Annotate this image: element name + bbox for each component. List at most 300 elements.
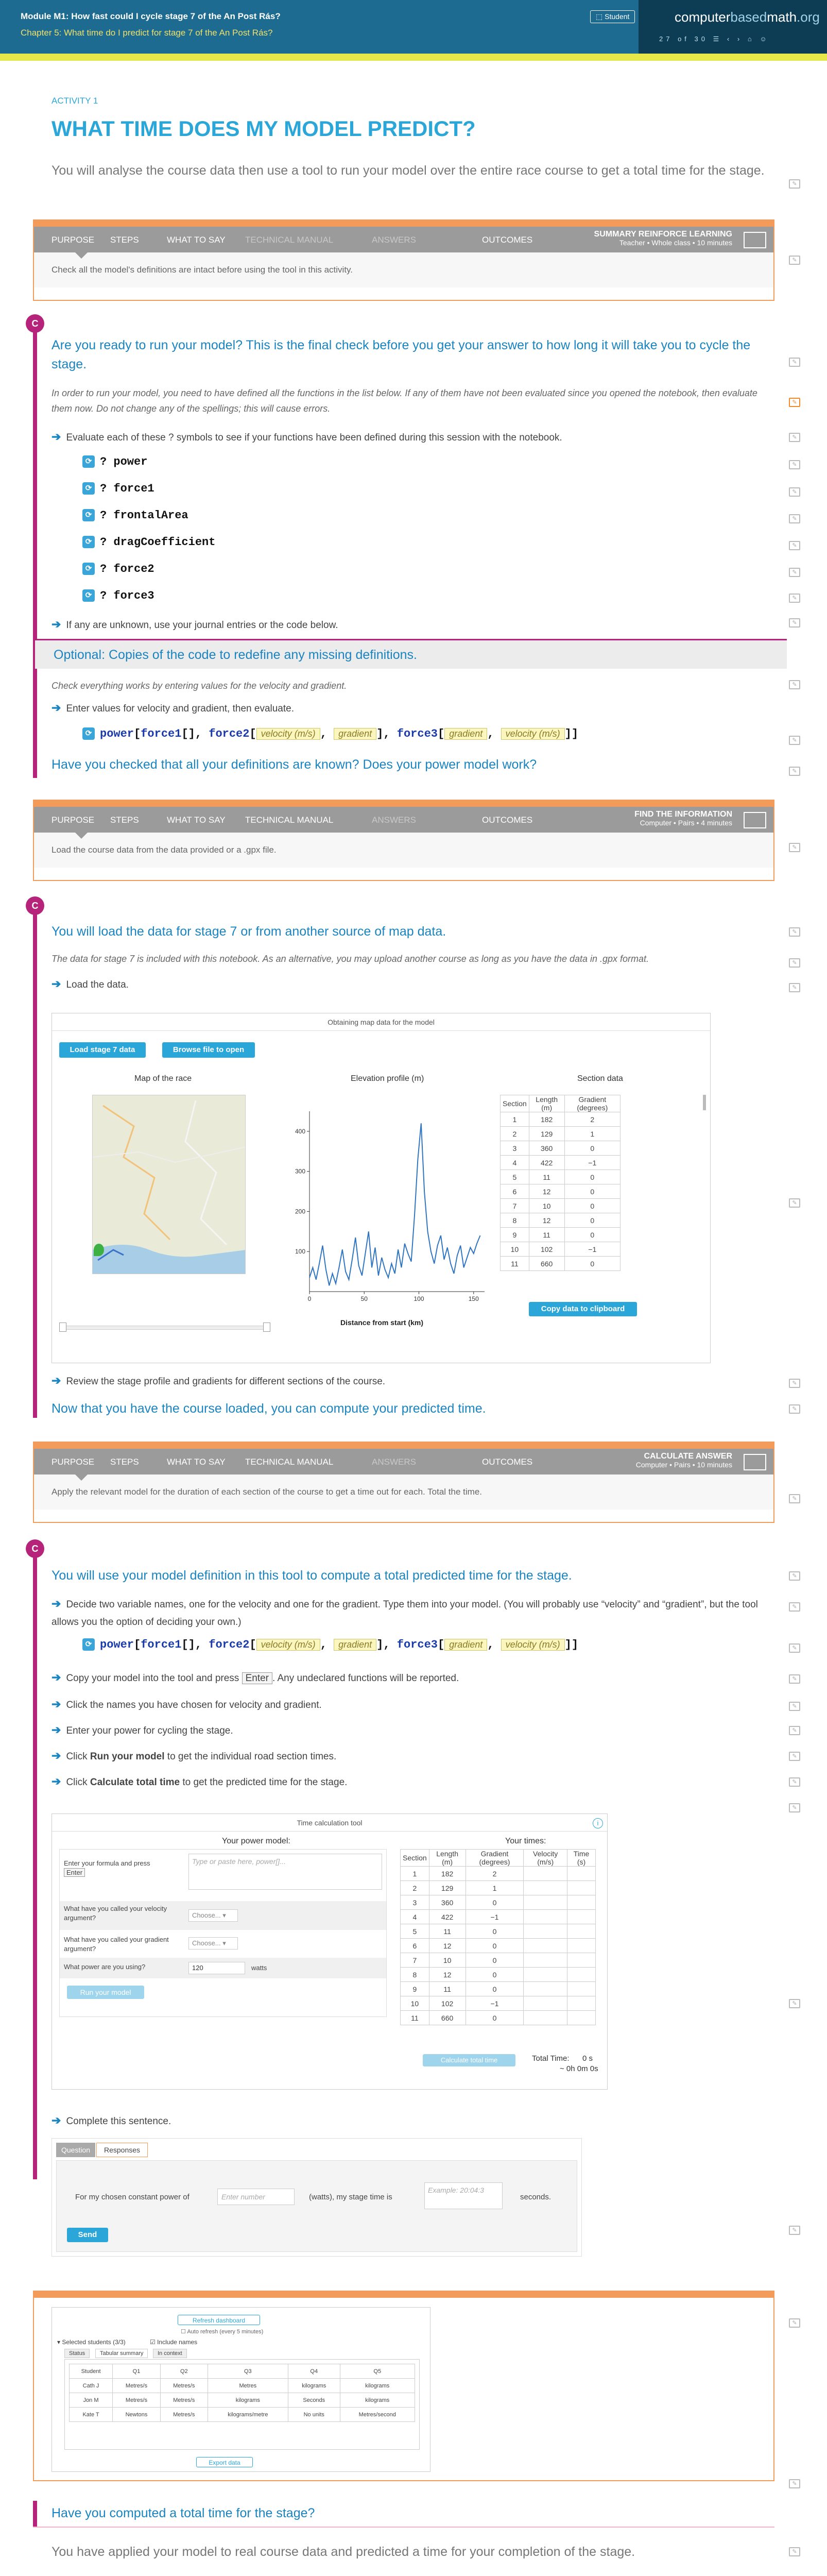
note-sub: Computer • Pairs • 4 minutes — [640, 819, 732, 827]
check-code: ? dragCoefficient — [100, 536, 216, 549]
table-cell — [524, 2011, 567, 2025]
edit-icon[interactable]: ✎ — [789, 514, 800, 523]
table-cell: No units — [288, 2408, 340, 2422]
site-logo[interactable] — [675, 9, 820, 25]
gradient-select[interactable] — [188, 1937, 238, 1950]
table-cell: 2 — [401, 1881, 429, 1895]
sentence-part-1: For my chosen constant power of — [75, 2193, 189, 2201]
step-text: Complete this sentence. — [66, 2116, 171, 2127]
panel-description: Apply the relevant model for the duration of each section of the course to get a time out for each. Total the time. — [34, 1475, 773, 1510]
map-slider[interactable] — [59, 1326, 270, 1330]
code-force2: force2 — [209, 727, 250, 740]
section-question: Are you ready to run your model? This is the final check before you get your answer to how long it will take you to cycle the stage. — [51, 338, 751, 371]
table-cell: 0 — [564, 1141, 620, 1156]
check-cell[interactable] — [82, 589, 154, 602]
section-table — [500, 1095, 621, 1271]
person-icon: ⬚ — [596, 12, 605, 21]
table-cell: 182 — [429, 1867, 466, 1881]
check-cell[interactable] — [82, 509, 188, 522]
check-code: ? force3 — [100, 589, 154, 602]
edit-icon[interactable]: ✎ — [789, 1602, 800, 1612]
watts-label: watts — [251, 1964, 267, 1972]
tab-technical-manual[interactable]: TECHNICAL MANUAL — [245, 1457, 334, 1467]
edit-icon[interactable]: ✎ — [789, 1752, 800, 1761]
cell-icon: ⟳ — [82, 509, 95, 521]
step-bold: Calculate total time — [90, 1777, 180, 1788]
table-cell — [524, 1910, 567, 1924]
arrow-icon: ➔ — [51, 701, 61, 714]
table-cell — [524, 1982, 567, 1996]
table-cell: 2 — [466, 1867, 524, 1881]
y-tick-label: 300 — [295, 1167, 305, 1175]
table-cell — [567, 1996, 595, 2011]
map-svg — [93, 1095, 246, 1274]
tab-answers[interactable]: ANSWERS — [372, 1457, 416, 1467]
panel-note — [636, 1452, 732, 1469]
gradient-placeholder[interactable]: gradient — [444, 728, 487, 740]
step — [51, 1748, 772, 1765]
slider-handle-start[interactable] — [59, 1323, 66, 1332]
tab-outcomes[interactable]: OUTCOMES — [482, 235, 533, 245]
edit-icon-active[interactable]: ✎ — [789, 398, 800, 407]
edit-icon[interactable]: ✎ — [789, 487, 800, 497]
student-button-label: Student — [605, 12, 630, 21]
gradient-placeholder[interactable]: gradient — [334, 728, 376, 740]
table-cell: Metres/s — [113, 2379, 161, 2393]
calculate-total-button[interactable]: Calculate total time — [423, 2054, 515, 2066]
table-cell — [567, 1910, 595, 1924]
time-calculation-tool — [51, 1814, 608, 2090]
cell-icon: ⟳ — [82, 455, 95, 468]
table-cell: 660 — [429, 2011, 466, 2025]
table-cell — [567, 1867, 595, 1881]
table-cell: 129 — [529, 1127, 564, 1141]
cell-icon: ⟳ — [82, 1638, 95, 1651]
check-code: ? power — [100, 455, 148, 468]
velocity-placeholder[interactable]: velocity (m/s) — [501, 1639, 565, 1651]
next-icon[interactable]: › — [737, 35, 743, 43]
table-cell: 2 — [564, 1112, 620, 1127]
table-cell — [524, 1895, 567, 1910]
module-title: Module M1: How fast could I cycle stage 7 of the An Post Rás? — [21, 11, 281, 21]
table-row — [401, 1968, 596, 1982]
table-cell: 0 — [564, 1213, 620, 1228]
edit-icon[interactable]: ✎ — [789, 1726, 800, 1735]
student-button[interactable] — [590, 10, 635, 23]
cell-icon: ⟳ — [82, 482, 95, 495]
edit-icon[interactable]: ✎ — [789, 2226, 800, 2235]
sentence-part-2: (watts), my stage time is — [309, 2193, 392, 2201]
table-cell: 8 — [501, 1213, 529, 1228]
brand-area — [639, 0, 827, 54]
tab-steps[interactable]: STEPS — [110, 815, 139, 825]
selected-students-toggle[interactable]: ▾ Selected students (3/3) — [57, 2338, 126, 2346]
info-icon[interactable]: i — [593, 1818, 603, 1828]
table-cell: 2 — [501, 1127, 529, 1141]
table-cell — [567, 1953, 595, 1968]
edit-icon[interactable]: ✎ — [789, 1674, 800, 1684]
tab-outcomes[interactable]: OUTCOMES — [482, 815, 533, 825]
table-row — [501, 1184, 621, 1199]
table-cell: 11 — [429, 1982, 466, 1996]
table-cell: 102 — [529, 1242, 564, 1257]
y-tick-label: 200 — [295, 1208, 305, 1215]
table-cell: 12 — [429, 1968, 466, 1982]
col-student: Student — [70, 2364, 113, 2379]
send-button[interactable]: Send — [67, 2228, 108, 2242]
panel-tabs — [34, 807, 773, 833]
closing-bar — [33, 2501, 37, 2527]
col-q4: Q4 — [288, 2364, 340, 2379]
edit-icon[interactable]: ✎ — [789, 2318, 800, 2328]
tab-tabular-summary[interactable]: Tabular summary — [95, 2349, 148, 2358]
arrow-icon: ➔ — [51, 1597, 61, 1610]
edit-icon[interactable]: ✎ — [789, 179, 800, 189]
edit-icon[interactable]: ✎ — [789, 460, 800, 469]
table-cell: 3 — [501, 1141, 529, 1156]
cell-icon: ⟳ — [82, 727, 95, 740]
start-marker-icon — [94, 1244, 104, 1256]
arrow-icon: ➔ — [51, 618, 61, 631]
arrow-icon: ➔ — [51, 1723, 61, 1736]
chevron-down-icon: ▾ — [222, 1939, 226, 1947]
home-icon[interactable]: ⌂ — [747, 35, 755, 43]
run-model-button[interactable]: Run your model — [67, 1986, 144, 1999]
scrollbar[interactable] — [703, 1095, 706, 1110]
table-cell: Metres/s — [113, 2393, 161, 2408]
tab-technical-manual[interactable]: TECHNICAL MANUAL — [245, 815, 334, 825]
edit-icon[interactable]: ✎ — [789, 1198, 800, 1208]
user-icon[interactable]: ☺ — [760, 35, 770, 43]
table-cell — [567, 1881, 595, 1895]
tab-what-to-say[interactable]: WHAT TO SAY — [167, 1457, 226, 1467]
table-cell: 1 — [466, 1881, 524, 1895]
step-text: If any are unknown, use your journal entries or the code below. — [66, 620, 338, 631]
section-bar — [33, 1540, 37, 2179]
power-code-cell[interactable]: ⟳ power[force1[], force2[ velocity (m/s) , gradient ], force3[ gradient , velocity (m/s) ]] — [82, 727, 578, 740]
table-cell: kilograms — [288, 2379, 340, 2393]
logo-part-1: computer — [675, 9, 731, 25]
edit-icon[interactable]: ✎ — [789, 358, 800, 367]
edit-icon[interactable]: ✎ — [789, 767, 800, 776]
x-tick-label: 0 — [307, 1295, 312, 1302]
step — [51, 1669, 772, 1687]
table-row — [70, 2393, 415, 2408]
tab-responses[interactable]: Responses — [96, 2143, 148, 2157]
edit-icon[interactable]: ✎ — [789, 568, 800, 577]
table-cell: 10 — [401, 1996, 429, 2011]
table-cell: Metres/s — [160, 2393, 208, 2408]
note-sub: Teacher • Whole class • 10 minutes — [619, 239, 732, 247]
table-cell: Metres/second — [340, 2408, 415, 2422]
table-row — [501, 1127, 621, 1141]
table-row — [70, 2408, 415, 2422]
step-text: Click — [66, 1751, 88, 1762]
section-final-question: Now that you have the course loaded, you can compute your predicted time. — [51, 1401, 486, 1416]
total-time-label: Total Time: — [532, 2054, 570, 2063]
step-text: Load the data. — [66, 979, 129, 990]
table-cell: 6 — [401, 1939, 429, 1953]
arrow-icon: ➔ — [51, 1698, 61, 1710]
check-cell[interactable] — [82, 455, 147, 468]
selected-students-label: Selected students (3/3) — [62, 2338, 126, 2346]
table-cell: 360 — [529, 1141, 564, 1156]
step-text: Evaluate each of these ? symbols to see if your functions have been defined during this session with the notebook. — [66, 432, 562, 443]
col-length: Length (m) — [529, 1095, 564, 1112]
tab-outcomes[interactable]: OUTCOMES — [482, 1457, 533, 1467]
tab-question[interactable]: Question — [56, 2143, 95, 2157]
table-cell: 129 — [429, 1881, 466, 1895]
section-table-wrap[interactable] — [500, 1095, 624, 1296]
velocity-placeholder[interactable]: velocity (m/s) — [256, 1639, 320, 1651]
gradient-placeholder[interactable]: gradient — [444, 1639, 487, 1651]
edit-icon[interactable]: ✎ — [789, 618, 800, 628]
table-cell — [567, 2011, 595, 2025]
include-names-checkbox[interactable]: ☑ Include names — [150, 2338, 198, 2346]
tab-purpose[interactable]: PURPOSE — [51, 235, 95, 245]
table-cell: 10 — [501, 1242, 529, 1257]
table-cell: 0 — [564, 1184, 620, 1199]
refresh-dashboard-button[interactable]: Refresh dashboard — [178, 2315, 260, 2325]
edit-icon[interactable]: ✎ — [789, 927, 800, 937]
optional-toggle[interactable] — [35, 639, 787, 669]
enter-key: Enter — [242, 1672, 272, 1684]
question-body — [56, 2160, 577, 2252]
gradient-placeholder[interactable]: gradient — [334, 1639, 376, 1651]
table-cell — [524, 1953, 567, 1968]
table-cell: 7 — [401, 1953, 429, 1968]
table-cell — [567, 1939, 595, 1953]
col-q3: Q3 — [208, 2364, 288, 2379]
edit-icon[interactable]: ✎ — [789, 1999, 800, 2008]
edit-icon[interactable]: ✎ — [789, 1404, 800, 1414]
table-cell: 660 — [529, 1257, 564, 1271]
step-bold: Run your model — [90, 1751, 165, 1762]
cell-icon: ⟳ — [82, 536, 95, 548]
table-cell: 0 — [466, 1939, 524, 1953]
table-cell: 5 — [401, 1924, 429, 1939]
check-cell[interactable] — [82, 482, 154, 495]
table-row — [501, 1228, 621, 1242]
table-cell: kilograms — [340, 2393, 415, 2408]
table-cell: 0 — [466, 1924, 524, 1939]
note-title: FIND THE INFORMATION — [634, 810, 732, 819]
edit-icon[interactable]: ✎ — [789, 594, 800, 603]
enter-key: Enter — [64, 1868, 85, 1877]
table-row — [501, 1170, 621, 1184]
tab-purpose[interactable]: PURPOSE — [51, 1457, 95, 1467]
edit-icon[interactable]: ✎ — [789, 983, 800, 992]
formula-input[interactable] — [188, 1854, 382, 1890]
table-header-row — [401, 1850, 596, 1867]
tab-steps[interactable]: STEPS — [110, 1457, 139, 1467]
tab-what-to-say[interactable]: WHAT TO SAY — [167, 235, 226, 245]
table-cell: Metres/s — [160, 2379, 208, 2393]
arrow-icon: ➔ — [51, 977, 61, 990]
edit-icon[interactable]: ✎ — [789, 1777, 800, 1787]
export-data-button[interactable]: Export data — [196, 2457, 253, 2467]
edit-icon[interactable]: ✎ — [789, 1803, 800, 1812]
edit-icon[interactable]: ✎ — [789, 541, 800, 550]
load-stage-button[interactable]: Load stage 7 data — [59, 1042, 146, 1058]
edit-icon[interactable]: ✎ — [789, 1702, 800, 1711]
table-cell: 8 — [401, 1968, 429, 1982]
slider-handle-end[interactable] — [263, 1323, 270, 1332]
table-cell: 11 — [501, 1257, 529, 1271]
table-cell: 0 — [564, 1228, 620, 1242]
formula-label — [64, 1859, 182, 1877]
step-text: Enter values for velocity and gradient, then evaluate. — [66, 703, 294, 714]
velocity-select[interactable] — [188, 1909, 238, 1922]
section-final-question: Have you checked that all your definitions are known? Does your power model work? — [51, 757, 537, 772]
edit-icon[interactable]: ✎ — [789, 256, 800, 265]
closing-summary: You have applied your model to real course data and predicted a time for your completion of the stage. — [51, 2545, 635, 2559]
x-axis-label: Distance from start (km) — [340, 1318, 424, 1327]
map-title: Map of the race — [134, 1074, 192, 1083]
y-tick-label: 100 — [295, 1248, 305, 1256]
check-cell[interactable] — [82, 563, 154, 575]
table-cell — [567, 1968, 595, 1982]
table-cell: 182 — [529, 1112, 564, 1127]
times-table-wrap[interactable] — [400, 1849, 601, 2050]
page-title: WHAT TIME DOES MY MODEL PREDICT? — [51, 116, 476, 141]
tab-pointer — [75, 833, 88, 839]
browse-file-button[interactable]: Browse file to open — [162, 1042, 255, 1058]
table-cell: 6 — [501, 1184, 529, 1199]
formula-placeholder: Type or paste here, power[]... — [192, 1857, 286, 1866]
step — [51, 1372, 772, 1390]
table-cell — [524, 1881, 567, 1895]
edit-icon[interactable]: ✎ — [789, 1494, 800, 1503]
edit-icon[interactable]: ✎ — [789, 1643, 800, 1653]
auto-refresh-label: Auto refresh (every 5 minutes) — [187, 2329, 264, 2335]
edit-icon[interactable]: ✎ — [789, 736, 800, 745]
step — [51, 1722, 772, 1739]
tab-purpose[interactable]: PURPOSE — [51, 815, 95, 825]
menu-icon[interactable]: ☰ — [713, 35, 722, 43]
col-section: Section — [501, 1095, 529, 1112]
activity-label: ACTIVITY 1 — [51, 96, 98, 106]
table-row — [401, 1996, 596, 2011]
tab-answers[interactable]: ANSWERS — [372, 235, 416, 245]
arrow-icon: ➔ — [51, 2114, 61, 2127]
cell-icon: ⟳ — [82, 589, 95, 602]
power-answer-input[interactable]: Enter number — [217, 2189, 295, 2205]
edit-icon[interactable]: ✎ — [789, 1379, 800, 1388]
table-header-row — [70, 2364, 415, 2379]
edit-icon[interactable]: ✎ — [789, 2479, 800, 2488]
table-row — [401, 1924, 596, 1939]
table-cell: 7 — [501, 1199, 529, 1213]
x-tick-label: 150 — [468, 1295, 479, 1302]
edit-icon[interactable]: ✎ — [789, 2547, 800, 2556]
teacher-dashboard-panel — [33, 2291, 774, 2481]
velocity-placeholder[interactable]: velocity (m/s) — [501, 728, 565, 740]
whiteboard-icon — [744, 232, 766, 248]
velocity-placeholder[interactable]: velocity (m/s) — [256, 728, 320, 740]
note-title: CALCULATE ANSWER — [644, 1452, 732, 1461]
table-cell: 102 — [429, 1996, 466, 2011]
closing-question: Have you computed a total time for the stage? — [51, 2506, 315, 2520]
col-q1: Q1 — [113, 2364, 161, 2379]
stage-time-input[interactable]: Example: 20:04:3 — [424, 2182, 503, 2209]
edit-icon[interactable]: ✎ — [789, 433, 800, 442]
step — [51, 700, 772, 717]
dashboard-widget — [51, 2307, 430, 2472]
computer-icon — [744, 812, 766, 828]
tab-in-context[interactable]: In context — [153, 2349, 187, 2358]
panel-tabs — [34, 227, 773, 252]
check-code: ? frontalArea — [100, 509, 188, 522]
step-text: Click — [66, 1777, 88, 1788]
copy-to-clipboard-button[interactable]: Copy data to clipboard — [529, 1302, 637, 1316]
power-label: What power are you using? — [64, 1963, 146, 1971]
table-row — [401, 1910, 596, 1924]
table-row — [401, 2011, 596, 2025]
table-cell: 4 — [501, 1156, 529, 1170]
table-cell: 10 — [529, 1199, 564, 1213]
table-cell: 12 — [529, 1184, 564, 1199]
step-text: Decide two variable names, one for the velocity and one for the gradient. Type them into your model. (You will probably use “velocity” and “gradient”, but the tool allows you the option of deciding your own.) — [51, 1599, 758, 1628]
step — [51, 976, 772, 993]
table-cell — [567, 1924, 595, 1939]
section-badge: C — [26, 896, 44, 915]
edit-icon[interactable]: ✎ — [789, 1571, 800, 1581]
tab-status[interactable]: Status — [64, 2349, 90, 2358]
total-seconds: 0 s — [582, 2054, 593, 2063]
power-input[interactable]: 120 — [188, 1962, 245, 1974]
tab-steps[interactable]: STEPS — [110, 235, 139, 245]
power-code-cell[interactable]: ⟳ power[force1[], force2[ velocity (m/s) , gradient ], force3[ gradient , velocity (m/s) ]] — [82, 1638, 578, 1651]
table-cell: Metres/s — [160, 2408, 208, 2422]
teacher-panel-1 — [33, 219, 774, 301]
step — [51, 616, 772, 634]
table-cell — [524, 1867, 567, 1881]
section-badge: C — [26, 314, 44, 333]
edit-icon[interactable]: ✎ — [789, 843, 800, 852]
logo-part-3: math — [767, 9, 797, 25]
tab-what-to-say[interactable]: WHAT TO SAY — [167, 815, 226, 825]
code-force3: force3 — [397, 1638, 438, 1651]
table-cell: kilograms/metre — [208, 2408, 288, 2422]
table-row — [401, 1867, 596, 1881]
table-row — [401, 1881, 596, 1895]
section-question: You will use your model definition in this tool to compute a total predicted time for the stage. — [51, 1568, 572, 1583]
table-row — [401, 1895, 596, 1910]
col-length: Length (m) — [429, 1850, 466, 1867]
gradient-label: What have you called your gradient argument? — [64, 1936, 169, 1953]
table-cell: Newtons — [113, 2408, 161, 2422]
table-row — [401, 1982, 596, 1996]
info-icon[interactable] — [631, 1818, 641, 1828]
table-cell: 10 — [429, 1953, 466, 1968]
tab-technical-manual[interactable]: TECHNICAL MANUAL — [245, 235, 334, 245]
race-map[interactable] — [92, 1095, 246, 1274]
check-cell[interactable] — [82, 536, 215, 549]
page-count: 27 of 30 — [659, 35, 708, 43]
edit-icon[interactable]: ✎ — [789, 680, 800, 689]
table-cell: Kate T — [70, 2408, 113, 2422]
tab-answers[interactable]: ANSWERS — [372, 815, 416, 825]
table-cell: 9 — [501, 1228, 529, 1242]
section-bar — [33, 315, 37, 778]
select-value: Choose... — [192, 1911, 221, 1919]
auto-refresh-checkbox[interactable]: ☐ Auto refresh (every 5 minutes) — [181, 2329, 264, 2335]
edit-icon[interactable]: ✎ — [789, 958, 800, 968]
panel-note — [594, 230, 732, 247]
select-value: Choose... — [192, 1939, 221, 1947]
prev-icon[interactable]: ‹ — [727, 35, 733, 43]
